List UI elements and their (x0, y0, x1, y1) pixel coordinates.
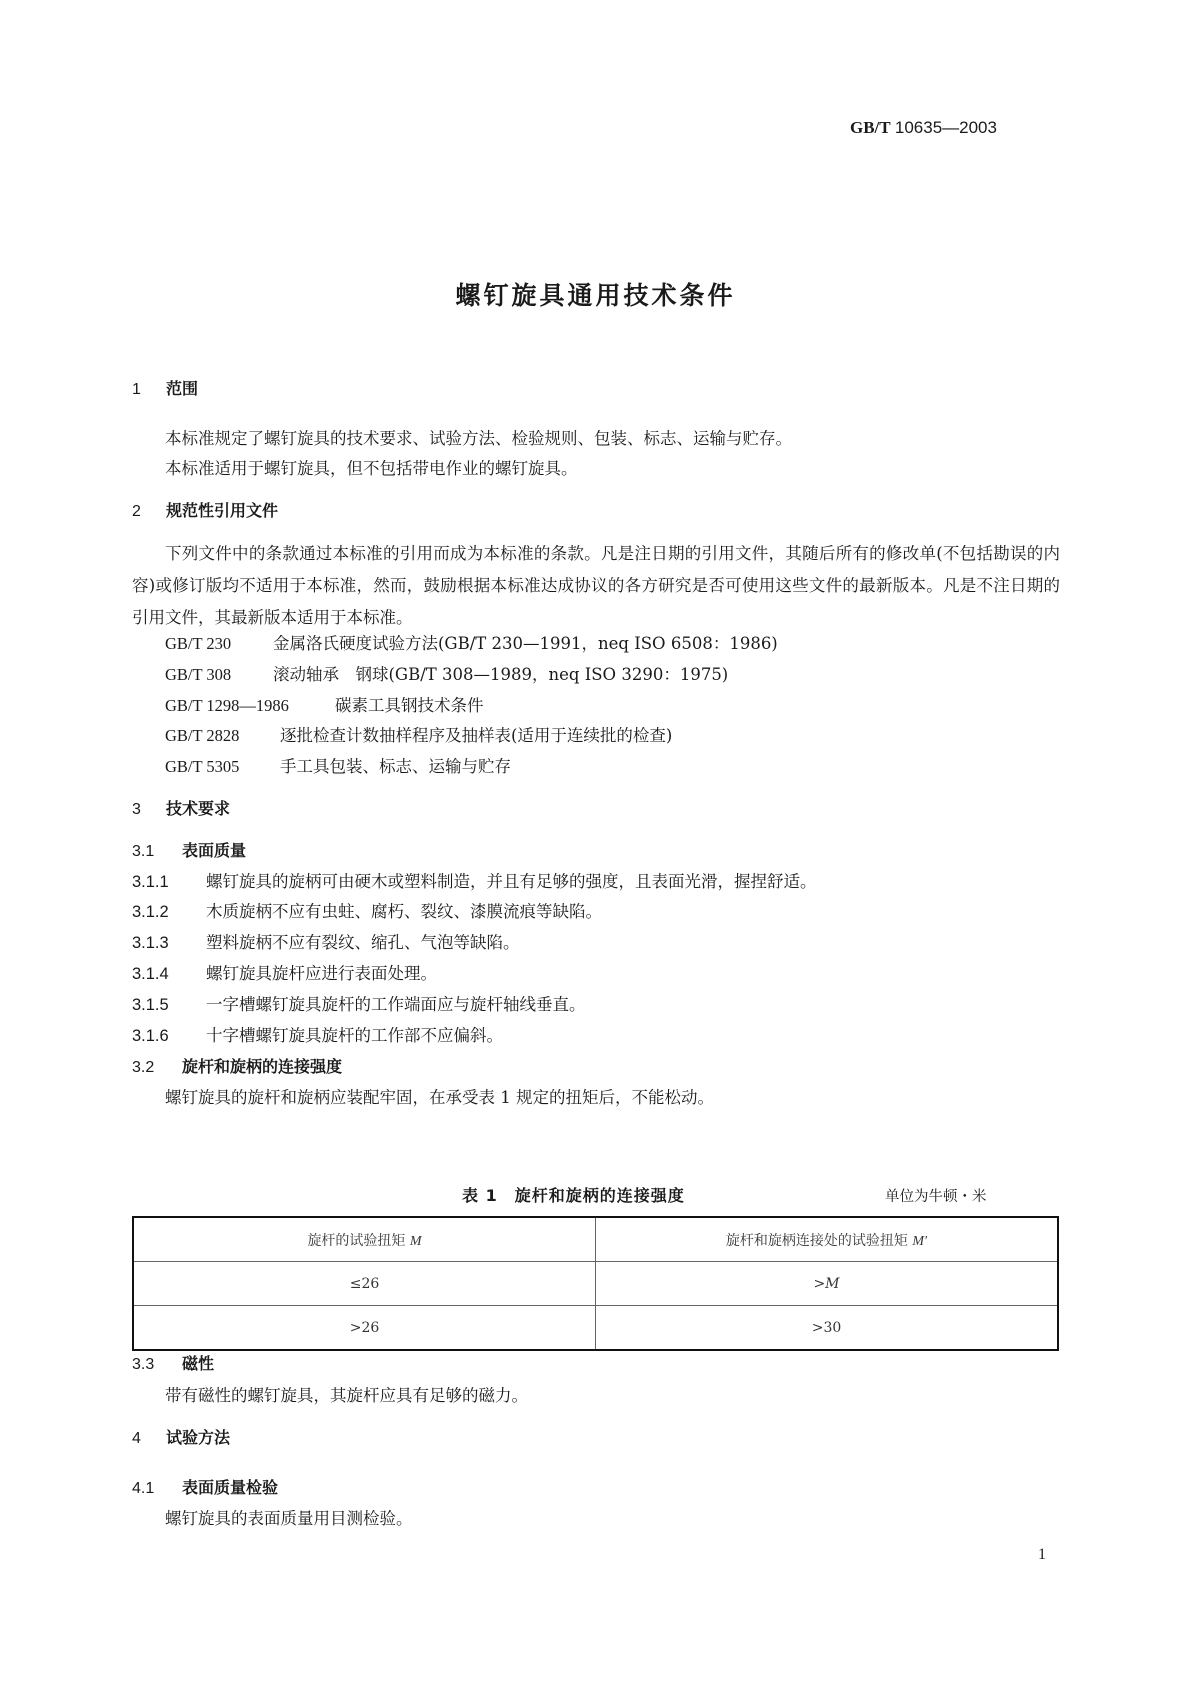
section-number: 1 (132, 381, 141, 398)
table-row (133, 1306, 1058, 1351)
section-title: 技术要求 (166, 799, 231, 818)
paragraph: 带有磁性的螺钉旋具，其旋杆应具有足够的磁力。 (165, 1386, 528, 1405)
subsection-3-1-heading (132, 838, 246, 861)
reference-title: 滚动轴承 钢球(GB/T 308—1989，neq ISO 3290：1975) (273, 665, 729, 684)
reference-title: 金属洛氏硬度试验方法(GB/T 230—1991，neq ISO 6508：1986) (273, 634, 778, 653)
reference-item (165, 661, 728, 685)
clause-3-1-1 (132, 868, 817, 892)
section-title: 范围 (166, 379, 199, 398)
paragraph: 下列文件中的条款通过本标准的引用而成为本标准的条款。凡是注日期的引用文件，其随后所有的修改单(不包括勘误的内容)或修订版均不适用于本标准，然而，鼓励根据本标准达成协议的各方研究是否可使用这些文件的最新版本。凡是不注日期的引用文件，其最新版本适用于本标准。 (132, 544, 1060, 627)
reference-code: GB/T 308 (165, 665, 232, 684)
clause-text: 一字槽螺钉旋具旋杆的工作端面应与旋杆轴线垂直。 (206, 995, 586, 1014)
table-cell: ≤26 (133, 1262, 596, 1306)
subsection-3-3-heading (132, 1351, 214, 1374)
paragraph: 本标准规定了螺钉旋具的技术要求、试验方法、检验规则、包装、标志、运输与贮存。 (165, 429, 792, 448)
section-number: 3 (132, 801, 141, 818)
table-caption: 表 1 旋杆和旋柄的连接强度 (462, 1186, 685, 1205)
reference-code: GB/T 2828 (165, 726, 240, 745)
standard-prefix: GB/T (850, 118, 891, 137)
subsection-4-1-heading (132, 1475, 278, 1498)
section-title: 规范性引用文件 (166, 501, 279, 520)
subsection-number: 3.2 (132, 1059, 155, 1076)
subsection-number: 4.1 (132, 1480, 155, 1497)
subsection-title: 磁性 (182, 1354, 215, 1373)
table-cell: >M (596, 1262, 1059, 1306)
clause-text: 木质旋柄不应有虫蛀、腐朽、裂纹、漆膜流痕等缺陷。 (206, 902, 602, 921)
clause-number: 3.1.2 (132, 903, 169, 921)
clause-text: 十字槽螺钉旋具旋杆的工作部不应偏斜。 (206, 1026, 503, 1045)
clause-number: 3.1.4 (132, 965, 169, 983)
table-row (133, 1262, 1058, 1306)
subsection-title: 表面质量检验 (182, 1478, 279, 1497)
reference-code: GB/T 230 (165, 634, 232, 653)
reference-code: GB/T 1298—1986 (165, 696, 289, 715)
section-3-heading (132, 796, 230, 819)
table-header-cell: 旋杆的试验扭矩 M (133, 1217, 596, 1262)
clause-number: 3.1.5 (132, 996, 169, 1014)
clause-3-1-5 (132, 991, 586, 1015)
torque-table (132, 1216, 1059, 1351)
table-unit: 单位为牛顿・米 (885, 1189, 987, 1205)
reference-item (165, 753, 511, 777)
paragraph: 螺钉旋具的旋杆和旋柄应装配牢固，在承受表 1 规定的扭矩后，不能松动。 (165, 1088, 714, 1107)
reference-item (165, 630, 778, 654)
table-header-row (133, 1217, 1058, 1262)
subsection-number: 3.3 (132, 1356, 155, 1373)
table-cell: >26 (133, 1306, 596, 1351)
section-title: 试验方法 (166, 1428, 231, 1447)
subsection-3-2-heading (132, 1054, 342, 1077)
clause-number: 3.1.1 (132, 873, 169, 891)
reference-title: 手工具包装、标志、运输与贮存 (280, 757, 511, 776)
section-2-heading (132, 498, 278, 521)
paragraph: 螺钉旋具的表面质量用目测检验。 (165, 1509, 413, 1528)
clause-number: 3.1.6 (132, 1027, 169, 1045)
subsection-title: 表面质量 (182, 841, 247, 860)
clause-3-1-4 (132, 960, 437, 984)
clause-3-1-6 (132, 1022, 503, 1046)
clause-number: 3.1.3 (132, 934, 169, 952)
standard-number: 10635—2003 (894, 118, 997, 137)
clause-text: 螺钉旋具的旋柄可由硬木或塑料制造，并且有足够的强度，且表面光滑，握捏舒适。 (206, 872, 817, 891)
clause-3-1-2 (132, 898, 602, 922)
section-number: 4 (132, 1430, 141, 1447)
paragraph: 本标准适用于螺钉旋具，但不包括带电作业的螺钉旋具。 (165, 459, 578, 478)
page-number: 1 (1038, 1546, 1046, 1563)
reference-item (165, 722, 672, 746)
clause-text: 塑料旋柄不应有裂纹、缩孔、气泡等缺陷。 (206, 933, 520, 952)
section-number: 2 (132, 503, 141, 520)
clause-text: 螺钉旋具旋杆应进行表面处理。 (206, 964, 437, 983)
subsection-title: 旋杆和旋柄的连接强度 (182, 1057, 343, 1076)
reference-code: GB/T 5305 (165, 757, 240, 776)
document-title: 螺钉旋具通用技术条件 (455, 281, 736, 310)
reference-item (165, 692, 484, 716)
clause-3-1-3 (132, 929, 520, 953)
reference-title: 碳素工具钢技术条件 (335, 696, 484, 715)
table-header-cell: 旋杆和旋柄连接处的试验扭矩 M′ (596, 1217, 1059, 1262)
subsection-number: 3.1 (132, 843, 155, 860)
standard-code (850, 118, 997, 138)
section-4-heading (132, 1425, 230, 1448)
reference-title: 逐批检查计数抽样程序及抽样表(适用于连续批的检查) (280, 726, 673, 745)
section-1-heading (132, 376, 198, 399)
table-cell: >30 (596, 1306, 1059, 1351)
